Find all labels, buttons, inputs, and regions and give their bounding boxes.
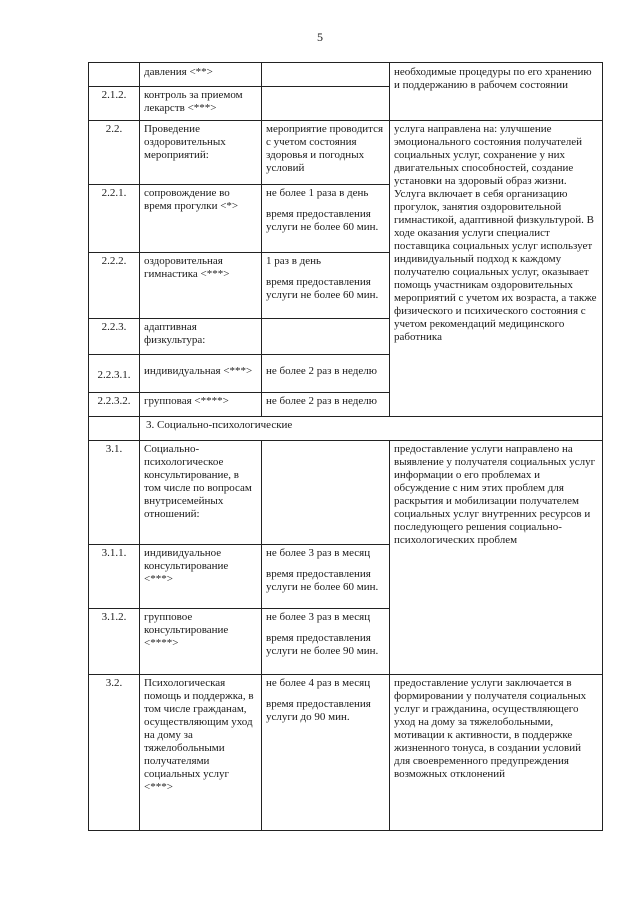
service-name: оздоровительная гимнастика <***> bbox=[140, 253, 262, 319]
row-number: 2.2.3. bbox=[89, 319, 140, 355]
frequency-text: 1 раз в день bbox=[266, 255, 322, 267]
row-number: 2.2.3.2. bbox=[89, 393, 140, 417]
service-name: сопровождение во время прогулки <*> bbox=[140, 185, 262, 253]
table-row bbox=[89, 63, 603, 87]
service-frequency bbox=[262, 675, 390, 831]
service-frequency: мероприятие проводится с учетом состояния здоровья и погодных условий bbox=[262, 121, 390, 185]
service-frequency: не более 2 раз в неделю bbox=[262, 393, 390, 417]
service-description: услуга направлена на: улучшение эмоционального состояния получателей социальных услуг, сохранение у них двигательных способностей, создание установки на здоровый образ жизни. Услуга включает в себя организацию прогулок, занятия оздоровительной гимнастикой, адаптивной физкультурой. В ходе оказания услуги специалист поставщика социальных услуг использует индивидуальный подход к каждому получателю социальных услуг, оказывает помощь участникам оздоровительных мероприятий с учетом их возраста, а также физического и психического состояния с учетом рекомендаций медицинского работника bbox=[390, 121, 603, 417]
service-name: давления <**> bbox=[140, 63, 262, 87]
frequency-text: не более 4 раз в месяц bbox=[266, 677, 371, 689]
services-table bbox=[88, 62, 603, 831]
row-number: 3.1. bbox=[89, 441, 140, 545]
service-name: Проведение оздоровительных мероприятий: bbox=[140, 121, 262, 185]
duration-text: время предоставления услуги до 90 мин. bbox=[266, 698, 371, 723]
service-frequency bbox=[262, 63, 390, 87]
service-frequency bbox=[262, 441, 390, 545]
table-row bbox=[89, 121, 603, 185]
section-row bbox=[89, 417, 603, 441]
row-number: 3.1.2. bbox=[89, 609, 140, 675]
row-number: 3.2. bbox=[89, 675, 140, 831]
service-frequency bbox=[262, 319, 390, 355]
row-number: 2.2.3.1. bbox=[89, 355, 140, 393]
service-name: адаптивная физкультура: bbox=[140, 319, 262, 355]
row-number: 2.2.1. bbox=[89, 185, 140, 253]
row-number bbox=[89, 63, 140, 87]
row-number: 2.1.2. bbox=[89, 87, 140, 121]
service-description: предоставление услуги заключается в формировании у получателя социальных услуг и гражданина, осуществляющего уход на дому за тяжелобольными, мотивации к активности, в поддержке жизненного тонуса, в создании условий для своевременного предупреждения возможных отклонений bbox=[390, 675, 603, 831]
row-number bbox=[89, 417, 140, 441]
service-name: Социально-психологическое консультирование, в том числе по вопросам внутрисемейных отношений: bbox=[140, 441, 262, 545]
duration-text: время предоставления услуги не более 60 мин. bbox=[266, 276, 379, 301]
service-name: групповое консультирование <****> bbox=[140, 609, 262, 675]
duration-text: время предоставления услуги не более 60 мин. bbox=[266, 208, 379, 233]
frequency-text: не более 3 раз в месяц bbox=[266, 611, 371, 623]
table-row bbox=[89, 675, 603, 831]
service-name: индивидуальная <***> bbox=[140, 355, 262, 393]
service-frequency bbox=[262, 545, 390, 609]
section-title: 3. Социально-психологические bbox=[140, 417, 603, 441]
table-row bbox=[89, 441, 603, 545]
service-frequency bbox=[262, 253, 390, 319]
row-number: 2.2.2. bbox=[89, 253, 140, 319]
duration-text: время предоставления услуги не более 60 мин. bbox=[266, 568, 379, 593]
service-description: необходимые процедуры по его хранению и поддержанию в рабочем состоянии bbox=[390, 63, 603, 121]
duration-text: время предоставления услуги не более 90 мин. bbox=[266, 632, 379, 657]
row-number: 2.2. bbox=[89, 121, 140, 185]
service-name: индивидуальное консультирование <***> bbox=[140, 545, 262, 609]
service-name: групповая <****> bbox=[140, 393, 262, 417]
page-number: 5 bbox=[317, 30, 323, 44]
service-name: Психологическая помощь и поддержка, в том числе гражданам, осуществляющим уход на дому за тяжелобольными получателями социальных услуг <***> bbox=[140, 675, 262, 831]
service-frequency: не более 2 раз в неделю bbox=[262, 355, 390, 393]
service-description: предоставление услуги направлено на выявление у получателя социальных услуг информации о его проблемах и обсуждение с ним этих проблем для раскрытия и мобилизации получателем социальных услуг внутренних ресурсов и последующего решения социально-психологических проблем bbox=[390, 441, 603, 675]
service-frequency bbox=[262, 185, 390, 253]
frequency-text: не более 3 раз в месяц bbox=[266, 547, 371, 559]
service-frequency bbox=[262, 87, 390, 121]
service-name: контроль за приемом лекарств <***> bbox=[140, 87, 262, 121]
service-frequency bbox=[262, 609, 390, 675]
frequency-text: не более 1 раза в день bbox=[266, 187, 369, 199]
row-number: 3.1.1. bbox=[89, 545, 140, 609]
